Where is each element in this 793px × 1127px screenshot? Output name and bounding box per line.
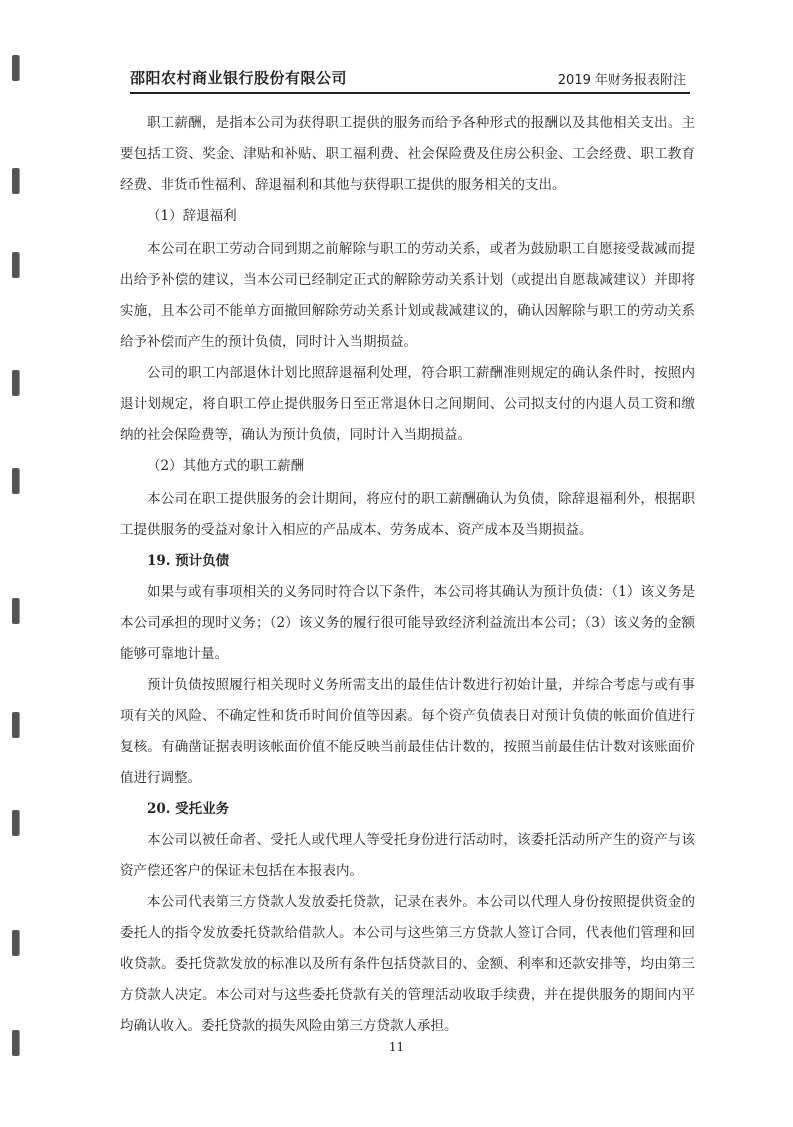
- binder-hole-mark: [12, 712, 19, 738]
- company-name: 邵阳农村商业银行股份有限公司: [130, 69, 348, 87]
- heading-other-compensation: （2）其他方式的职工薪酬: [147, 458, 305, 474]
- paragraph-internal-retirement: 公司的职工内部退休计划比照辞退福利处理，符合职工薪酬准则规定的确认条件时，按照内退计划规定，将自职工停止提供服务日至正常退休日之间期间、公司拟支付的内退人员工资和缴纳的社会保险费等，确认为预计负债，同时计入当期损益。: [120, 365, 695, 443]
- heading-provisions: 19. 预计负债: [147, 553, 230, 569]
- binder-hole-mark: [12, 468, 19, 494]
- binder-hole-mark: [12, 930, 19, 956]
- binder-hole-mark: [12, 168, 19, 194]
- heading-fiduciary-business: 20. 受托业务: [147, 801, 230, 817]
- page-number: 11: [388, 1040, 405, 1054]
- binder-hole-mark: [12, 252, 19, 278]
- binder-hole-mark: [12, 810, 19, 836]
- heading-dismissal-benefits: （1）辞退福利: [147, 208, 237, 224]
- page-header: [130, 64, 690, 94]
- paragraph-provision-conditions: 如果与或有事项相关的义务同时符合以下条件，本公司将其确认为预计负债：（1）该义务是本公司承担的现时义务；（2）该义务的履行很可能导致经济利益流出本公司；（3）该义务的金额能够可靠地计量。: [120, 584, 695, 662]
- report-title: 2019 年财务报表附注: [557, 73, 686, 88]
- paragraph-employee-compensation: 职工薪酬，是指本公司为获得职工提供的服务而给予各种形式的报酬以及其他相关支出。主要包括工资、奖金、津贴和补贴、职工福利费、社会保险费及住房公积金、工会经费、职工教育经费、非货币性福利、辞退福利和其他与获得职工提供的服务相关的支出。: [120, 115, 695, 193]
- paragraph-dismissal-benefits: 本公司在职工劳动合同到期之前解除与职工的劳动关系，或者为鼓励职工自愿接受裁减而提出给予补偿的建议，当本公司已经制定正式的解除劳动关系计划（或提出自愿裁减建议）并即将实施，且本公司不能单方面撤回解除劳动关系计划或裁减建议的，确认因解除与职工的劳动关系给予补偿而产生的预计负债，同时计入当期损益。: [120, 241, 695, 350]
- paragraph-entrusted-loans: 本公司代表第三方贷款人发放委托贷款，记录在表外。本公司以代理人身份按照提供资金的委托人的指令发放委托贷款给借款人。本公司与这些第三方贷款人签订合同，代表他们管理和回收贷款。委托贷款发放的标准以及所有条件包括贷款目的、金额、利率和还款安排等，均由第三方贷款人决定。本公司对与这些委托贷款有关的管理活动收取手续费，并在提供服务的期间内平均确认收入。委托贷款的损失风险由第三方贷款人承担。: [120, 894, 695, 1034]
- binder-hole-mark: [12, 598, 19, 624]
- paragraph-other-compensation: 本公司在职工提供服务的会计期间，将应付的职工薪酬确认为负债，除辞退福利外，根据职工提供服务的受益对象计入相应的产品成本、劳务成本、资产成本及当期损益。: [120, 491, 695, 538]
- binder-hole-mark: [12, 55, 19, 81]
- binder-hole-mark: [12, 370, 19, 396]
- paragraph-fiduciary-activities: 本公司以被任命者、受托人或代理人等受托身份进行活动时，该委托活动所产生的资产与该资产偿还客户的保证未包括在本报表内。: [120, 832, 695, 879]
- document-body: [120, 108, 695, 1042]
- paragraph-provision-measurement: 预计负债按照履行相关现时义务所需支出的最佳估计数进行初始计量，并综合考虑与或有事项有关的风险、不确定性和货币时间价值等因素。每个资产负债表日对预计负债的帐面价值进行复核。有确凿证据表明该帐面价值不能反映当前最佳估计数的，按照当前最佳估计数对该账面价值进行调整。: [120, 677, 695, 786]
